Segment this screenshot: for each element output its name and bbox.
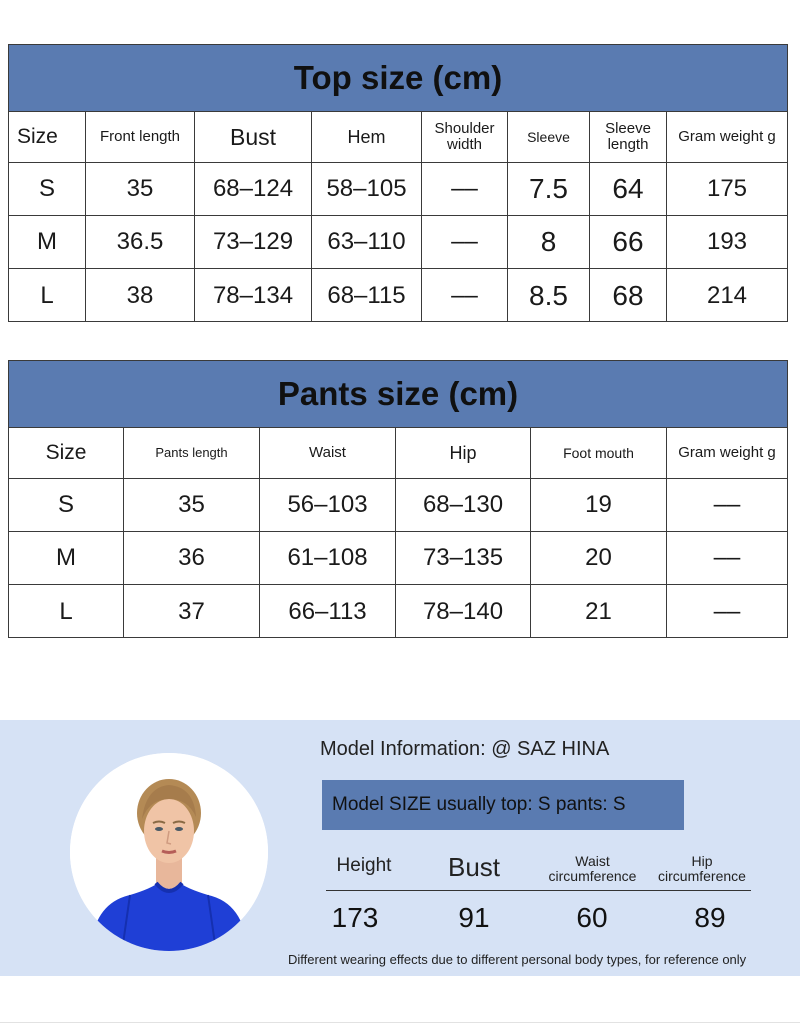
waist-cell: 66–113 — [260, 585, 396, 638]
hem-cell: 68–115 — [312, 269, 422, 322]
gram-weight-cell: –– — [713, 491, 741, 519]
foot-mouth-cell: 20 — [531, 532, 667, 584]
size-cell: S — [9, 163, 86, 215]
gram-weight-cell: –– — [713, 597, 741, 625]
gram-weight-cell: 214 — [706, 281, 748, 309]
header-waist: Waist — [260, 428, 396, 478]
hip-circumference-label: Hip circumference — [658, 853, 746, 884]
sleeve-cell: 8.5 — [508, 269, 590, 322]
model-info-panel — [0, 720, 800, 976]
header-hip: Hip — [396, 428, 531, 478]
hem-cell: 58–105 — [312, 163, 422, 215]
header-bust: Bust — [195, 112, 312, 162]
size-cell: M — [9, 532, 124, 584]
sleeve-length-cell: 66 — [590, 216, 667, 268]
table-row — [9, 163, 787, 216]
header-shoulder-width: Shoulder width — [422, 112, 508, 162]
model-photo — [70, 753, 268, 951]
front-length-cell: 35 — [86, 163, 195, 215]
foot-mouth-cell: 21 — [531, 585, 667, 638]
header-size: Size — [9, 112, 86, 162]
hip-cell: 78–140 — [396, 585, 531, 638]
front-length-cell: 38 — [86, 269, 195, 322]
size-cell: S — [9, 479, 124, 531]
model-info-label: Model Information: @ SAZ HINA — [320, 738, 610, 760]
hip-cell: 73–135 — [396, 532, 531, 584]
waist-circumference-label: Waist circumference — [548, 853, 637, 884]
waist-value: 60 — [576, 902, 608, 933]
table-row — [9, 585, 787, 638]
reference-note: Different wearing effects due to different personal body types, for reference only — [288, 952, 747, 967]
pants-size-table — [8, 360, 788, 638]
pants-length-cell: 37 — [124, 585, 260, 638]
bust-cell: 78–134 — [195, 269, 312, 322]
table-row — [9, 479, 787, 532]
header-pants-length: Pants length — [124, 428, 260, 478]
header-front-length: Front length — [86, 112, 195, 162]
gram-weight-cell: 193 — [706, 228, 748, 256]
sleeve-length-cell: 68 — [590, 269, 667, 322]
header-foot-mouth: Foot mouth — [531, 428, 667, 478]
header-sleeve: Sleeve — [508, 112, 590, 162]
gram-weight-cell: 175 — [706, 175, 748, 203]
table-header-row — [9, 112, 787, 163]
pants-length-cell: 36 — [124, 532, 260, 584]
pants-length-cell: 35 — [124, 479, 260, 531]
divider — [326, 890, 751, 891]
table-row — [9, 532, 787, 585]
waist-cell: 56–103 — [260, 479, 396, 531]
waist-cell: 61–108 — [260, 532, 396, 584]
hip-cell: 68–130 — [396, 479, 531, 531]
shoulder-width-cell: –– — [422, 216, 508, 268]
pants-size-title: Pants size (cm) — [9, 361, 787, 428]
model-size-label: Model SIZE usually top: S pants: S — [322, 780, 684, 830]
sleeve-cell: 8 — [508, 216, 590, 268]
bust-value: 91 — [458, 902, 490, 933]
header-size: Size — [9, 428, 124, 478]
header-gram-weight: Gram weight g — [678, 128, 776, 146]
bust-cell: 73–129 — [195, 216, 312, 268]
bust-label: Bust — [447, 852, 501, 882]
size-cell: M — [9, 216, 86, 268]
table-row — [9, 216, 787, 269]
hem-cell: 63–110 — [312, 216, 422, 268]
size-cell: L — [9, 269, 86, 322]
model-portrait-illustration — [70, 753, 268, 951]
sleeve-cell: 7.5 — [508, 163, 590, 215]
bottom-divider — [0, 1022, 800, 1023]
header-gram-weight: Gram weight g — [678, 444, 776, 462]
header-sleeve-length: Sleeve length — [590, 112, 667, 162]
table-row — [9, 269, 787, 322]
size-cell: L — [9, 585, 124, 638]
gram-weight-cell: –– — [713, 544, 741, 572]
shoulder-width-cell: –– — [422, 163, 508, 215]
sleeve-length-cell: 64 — [590, 163, 667, 215]
height-value: 173 — [331, 902, 379, 933]
front-length-cell: 36.5 — [86, 216, 195, 268]
top-size-title: Top size (cm) — [9, 45, 787, 112]
table-header-row — [9, 428, 787, 479]
bust-cell: 68–124 — [195, 163, 312, 215]
shoulder-width-cell: –– — [422, 269, 508, 322]
height-label: Height — [336, 855, 392, 876]
header-hem: Hem — [312, 112, 422, 162]
hip-value: 89 — [694, 902, 726, 933]
top-size-table — [8, 44, 788, 322]
foot-mouth-cell: 19 — [531, 479, 667, 531]
